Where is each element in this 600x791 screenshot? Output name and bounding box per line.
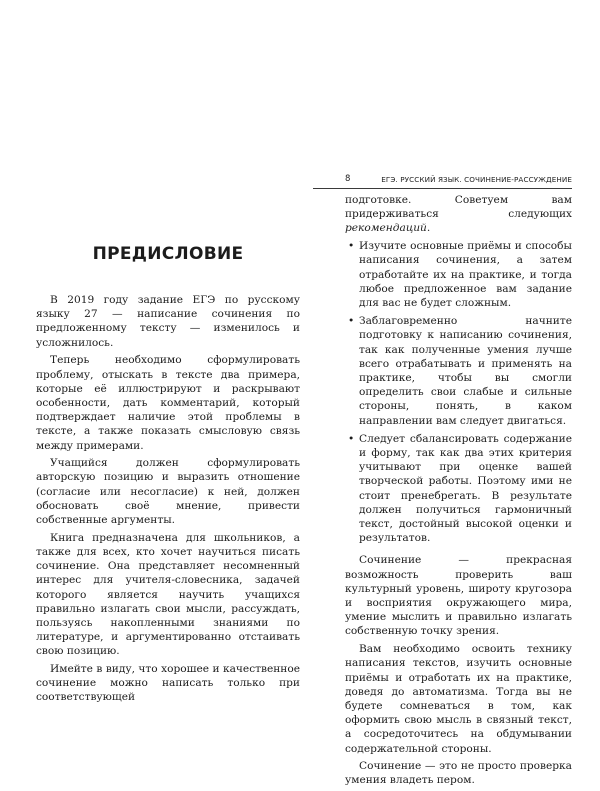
- intro-emphasis: рекомендаций: [345, 222, 427, 235]
- left-page-body: [36, 293, 300, 708]
- paragraph: Имейте в виду, что хорошее и качественное сочинение можно написать только при соответствующей: [36, 663, 300, 704]
- list-item: [345, 314, 572, 428]
- intro-paragraph: [345, 193, 572, 236]
- header-rule: [313, 188, 572, 189]
- page-title: ПРЕДИСЛОВИЕ: [92, 244, 244, 264]
- bullet-icon: •: [348, 240, 355, 253]
- list-item-text: Следует сбалансировать содержание и форму, так как два этих критерия учитывают при оценке вашей творческой работы. Поэтому ими не стоит пренебрегать. В результате должен получиться гармоничный текст, достойный высокой оценки и результатов.: [359, 432, 572, 545]
- running-header: [313, 174, 572, 188]
- right-page-body: [345, 193, 572, 791]
- intro-text: подготовке. Советуем вам придерживаться следующих: [345, 194, 572, 221]
- paragraph: Теперь необходимо сформулировать проблему, отыскать в тексте два примера, которые её иллюстрируют и раскрывают особенности, дать комментарий, который подтверждает наличие этой проблемы в тексте, а также показать смысловую связь между примерами.: [36, 354, 300, 452]
- bullet-icon: •: [348, 432, 355, 445]
- intro-end: .: [426, 222, 431, 235]
- paragraph: Сочинение — это не просто проверка умения владеть пером.: [345, 760, 572, 787]
- bullet-icon: •: [348, 315, 355, 328]
- recommendation-list: [345, 239, 572, 545]
- paragraph: Книга предназначена для школьников, а также для всех, кто хочет научиться писать сочинение. Она представляет несомненный интерес для учителя-словесника, задачей которого является научить учащихся правильно излагать свои мысли, рассуждать, пользуясь накопленными знаниями по литературе, и аргументированно отстаивать свою позицию.: [36, 531, 300, 658]
- paragraph: Сочинение — прекрасная возможность проверить ваш культурный уровень, широту кругозора и восприятия окружающего мира, умение мыслить и правильно излагать собственную точку зрения.: [345, 554, 572, 638]
- list-item: [345, 239, 572, 310]
- running-header-title: ЕГЭ. РУССКИЙ ЯЗЫК. СОЧИНЕНИЕ-РАССУЖДЕНИЕ: [381, 175, 572, 184]
- paragraph: Вам необходимо освоить технику написания текстов, изучить основные приёмы и отработать их на практике, доведя до автоматизма. Тогда вы не будете сомневаться в том, как оформить свою мысль в связный текст, а сосредоточитесь на обдумывании содержательной стороны.: [345, 643, 572, 755]
- paragraph: В 2019 году задание ЕГЭ по русскому языку 27 — написание сочинения по предложенному тексту — изменилось и усложнилось.: [36, 294, 300, 349]
- list-item: [345, 432, 572, 546]
- list-item-text: Изучите основные приёмы и способы написания сочинения, а затем отработайте их на практике, и тогда любое предложенное вам задание для вас не будет сложным.: [359, 240, 572, 309]
- left-page: [36, 0, 300, 750]
- right-page: [313, 0, 572, 787]
- paragraph: Учащийся должен сформулировать авторскую позицию и выразить отношение (согласие или несогласие) к ней, должен обосновать своё мнение, привести собственные аргументы.: [36, 457, 300, 527]
- page-number: 8: [345, 174, 351, 184]
- list-item-text: Заблаговременно начните подготовку к написанию сочинения, так как полученные умения лучше всего отрабатывать и применять на практике, чтобы вы смогли определить свои слабые и сильные стороны, понять, в каком направлении вам следует двигаться.: [359, 315, 572, 427]
